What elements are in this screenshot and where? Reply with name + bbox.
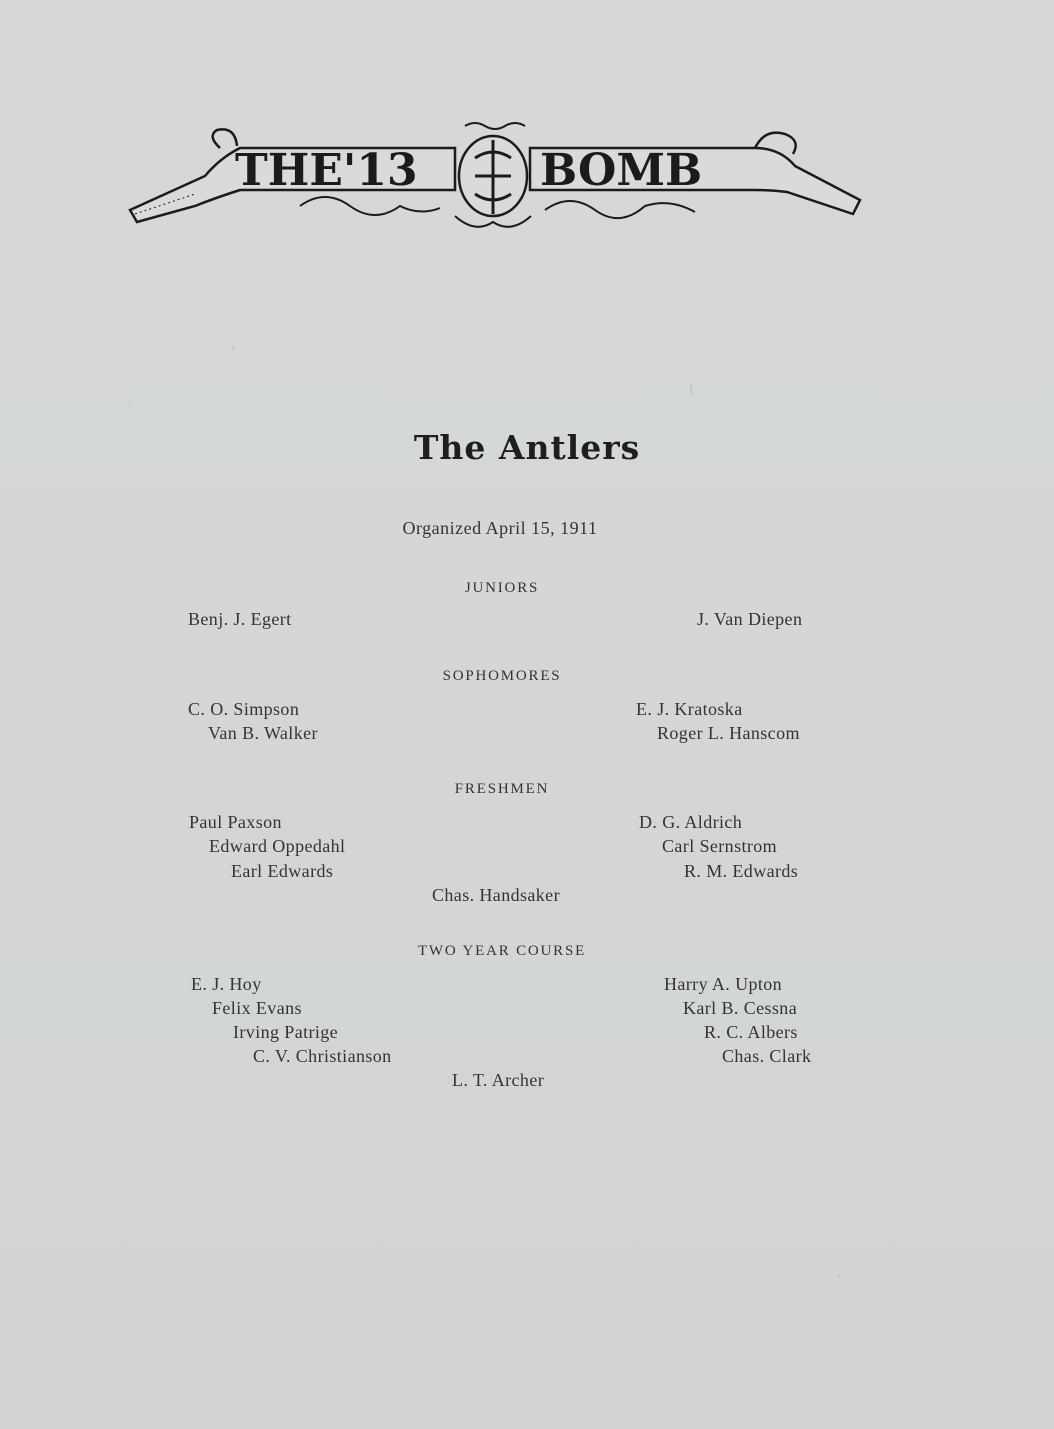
organized-date: Organized April 15, 1911	[402, 518, 598, 538]
heading-freshmen: FRESHMEN	[454, 781, 550, 797]
member-name: Paul Paxson	[189, 812, 282, 832]
paper-speck	[838, 1275, 841, 1278]
heading-juniors: JUNIORS	[464, 580, 540, 596]
member-name: Karl B. Cessna	[683, 998, 798, 1018]
member-name: Van B. Walker	[208, 723, 318, 743]
left-ribbon-curl	[213, 129, 237, 148]
member-name: R. C. Albers	[704, 1022, 798, 1042]
banner-scroll-graphic	[125, 118, 865, 238]
member-name: Felix Evans	[212, 998, 302, 1018]
member-name: Carl Sernstrom	[662, 836, 778, 856]
member-name: Chas. Handsaker	[432, 885, 560, 905]
page-title: The Antlers	[413, 428, 641, 467]
member-name: C. V. Christianson	[253, 1046, 392, 1066]
member-name: Edward Oppedahl	[209, 836, 346, 856]
member-name: J. Van Diepen	[697, 609, 803, 629]
paper-speck	[690, 383, 692, 395]
member-name: L. T. Archer	[452, 1070, 545, 1090]
member-name: Earl Edwards	[231, 861, 334, 881]
paper-speck	[232, 347, 235, 350]
banner-left-text: THE'13	[235, 145, 418, 196]
member-name: Roger L. Hanscom	[657, 723, 800, 743]
heading-sophomores: SOPHOMORES	[442, 668, 562, 684]
member-name: D. G. Aldrich	[639, 812, 743, 832]
member-name: Irving Patrige	[233, 1022, 339, 1042]
heading-two-year-course: TWO YEAR COURSE	[417, 943, 587, 959]
member-name: R. M. Edwards	[684, 861, 799, 881]
member-name: Chas. Clark	[722, 1046, 812, 1066]
member-name: E. J. Kratoska	[636, 699, 743, 719]
paper-speck	[128, 405, 130, 407]
member-name: E. J. Hoy	[191, 974, 262, 994]
right-bottom-flourish	[545, 201, 695, 218]
member-name: C. O. Simpson	[188, 699, 300, 719]
center-bottom-flourish	[455, 216, 531, 227]
left-bottom-flourish	[300, 197, 440, 215]
emblem-top-flourish	[465, 123, 525, 129]
member-name: Harry A. Upton	[664, 974, 783, 994]
yearbook-banner	[125, 118, 865, 238]
banner-right-text: BOMB	[540, 145, 703, 196]
member-name: Benj. J. Egert	[188, 609, 292, 629]
